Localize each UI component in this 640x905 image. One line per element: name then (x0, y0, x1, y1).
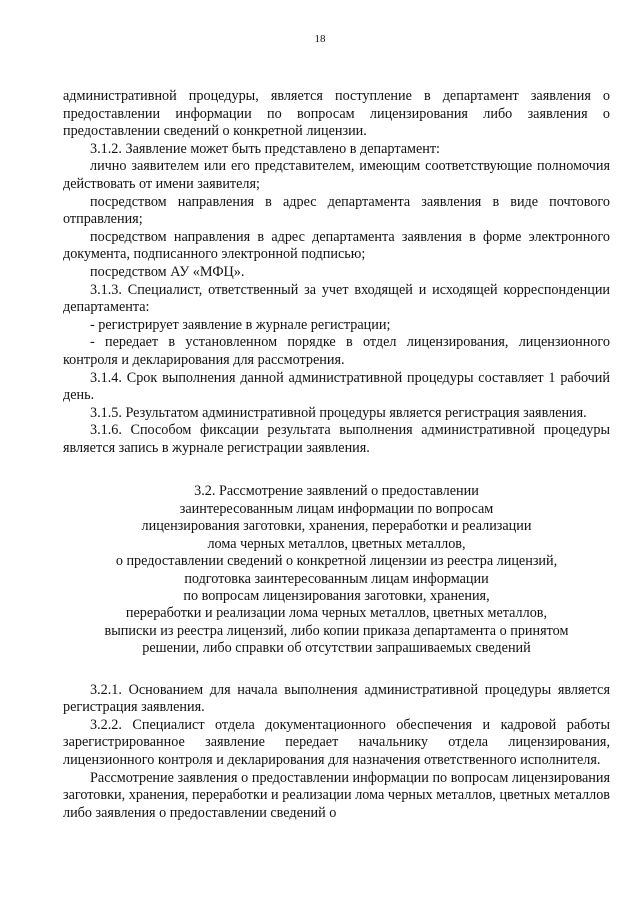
list-item-in-person: лично заявителем или его представителем, имеющим соответствующие полномочия действовать от имени заявителя; (63, 158, 610, 192)
heading-line: по вопросам лицензирования заготовки, хранения, (183, 587, 490, 604)
section-heading-3-2 (63, 483, 610, 657)
heading-line: заинтересованным лицам информации по вопросам (179, 500, 494, 517)
heading-line: лицензирования заготовки, хранения, переработки и реализации (141, 518, 532, 535)
paragraph-consideration: Рассмотрение заявления о предоставлении информации по вопросам лицензирования заготовки, хранения, переработки и реализации лома черных металлов, цветных металлов либо заявления о предоставлении сведений о (63, 769, 610, 821)
paragraph-3-1-6: 3.1.6. Способом фиксации результата выполнения административной процедуры является запись в журнале регистрации заявления. (63, 422, 610, 456)
heading-line: выписки из реестра лицензий, либо копии приказа департамента о принятом (104, 622, 569, 639)
list-item-postal: посредством направления в адрес департамента заявления в виде почтового отправления; (63, 193, 610, 228)
heading-line: подготовка заинтересованным лицам информации (184, 570, 489, 587)
list-item-mfc: посредством АУ «МФЦ». (90, 263, 245, 280)
heading-line: переработки и реализации лома черных металлов, цветных металлов, (125, 605, 548, 622)
page-number: 18 (314, 33, 326, 45)
paragraph-3-2-1: 3.2.1. Основанием для начала выполнения административной процедуры является регистрация заявления. (63, 681, 610, 716)
list-item-electronic: посредством направления в адрес департамента заявления в форме электронного документа, подписанного электронной подписью; (63, 228, 610, 263)
paragraph-3-1-3: 3.1.3. Специалист, ответственный за учет входящей и исходящей корреспонденции департамента: (63, 281, 610, 316)
list-item-transfer: - передает в установленном порядке в отдел лицензирования, лицензионного контроля и декларирования для рассмотрения. (63, 334, 610, 368)
document-body (63, 88, 610, 822)
heading-line: лома черных металлов, цветных металлов, (207, 535, 466, 552)
heading-line: 3.2. Рассмотрение заявлений о предоставлении (194, 483, 479, 500)
list-item-register: - регистрирует заявление в журнале регистрации; (90, 316, 391, 333)
paragraph-3-1-2: 3.1.2. Заявление может быть представлено в департамент: (90, 140, 441, 157)
paragraph-3-1-4: 3.1.4. Срок выполнения данной административной процедуры составляет 1 рабочий день. (63, 369, 610, 404)
paragraph-3-2-2: 3.2.2. Специалист отдела документационного обеспечения и кадровой работы зарегистрированное заявление передает начальнику отдела лицензирования, лицензионного контроля и декларирования для назначения ответственного исполнителя. (63, 716, 610, 768)
heading-line: о предоставлении сведений о конкретной лицензии из реестра лицензий, (115, 553, 558, 570)
paragraph-continuation: административной процедуры, является поступление в департамент заявления о предоставлении информации по вопросам лицензирования либо заявления о предоставлении сведений о конкретной лицензии. (63, 88, 610, 140)
heading-line: решении, либо справки об отсутствии запрашиваемых сведений (142, 640, 531, 657)
paragraph-3-1-5: 3.1.5. Результатом административной процедуры является регистрация заявления. (90, 404, 587, 421)
